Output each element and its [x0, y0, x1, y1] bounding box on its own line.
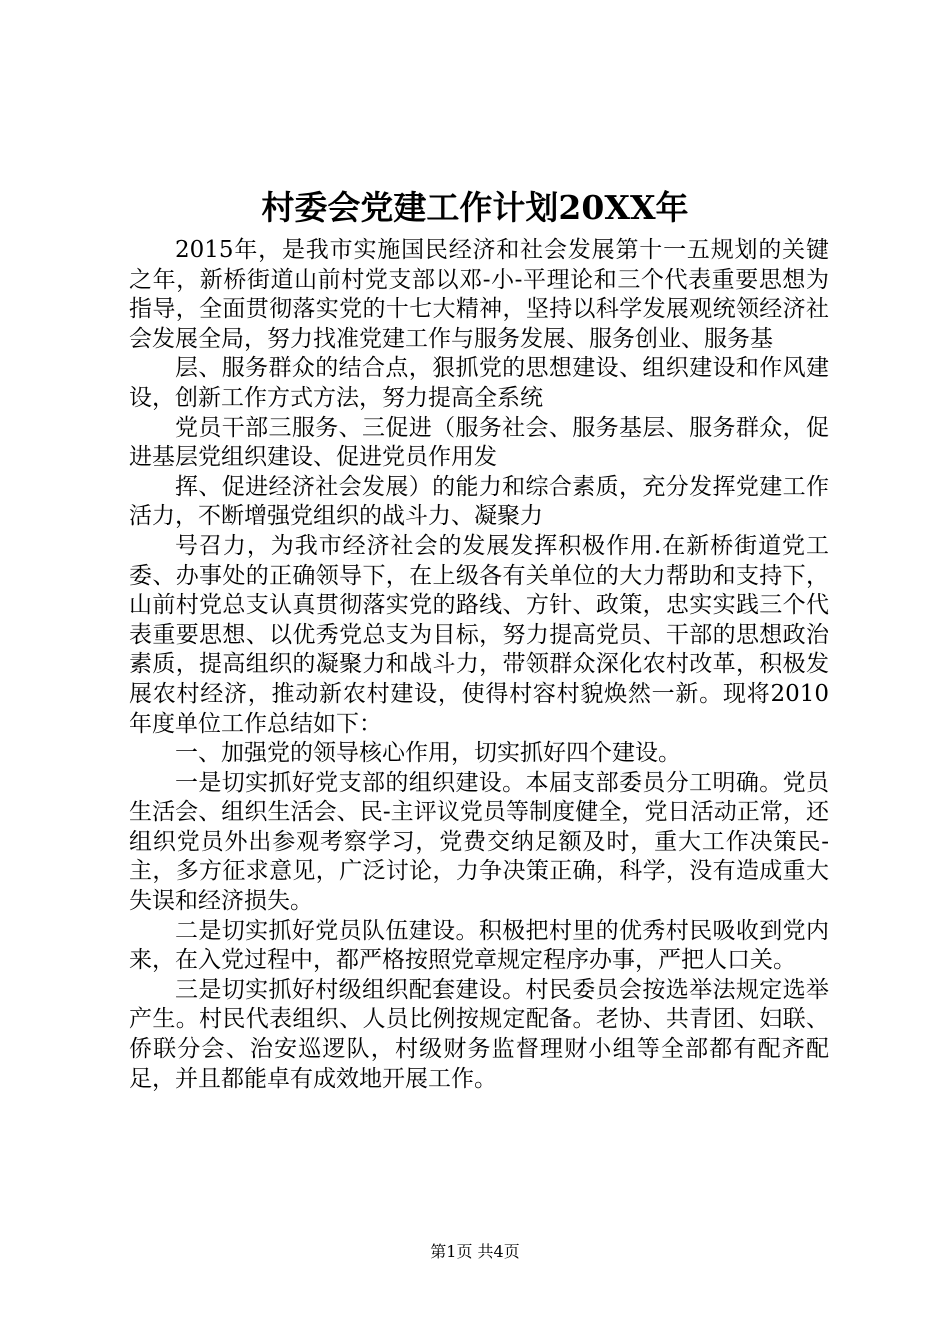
- page-number-footer: 第1页 共4页: [430, 1242, 520, 1261]
- document-title: 村委会党建工作计划20XX年: [261, 188, 689, 227]
- paragraph: 2015年，是我市实施国民经济和社会发展第十一五规划的关键之年，新桥街道山前村党支部以邓-小-平理论和三个代表重要思想为指导，全面贯彻落实党的十七大精神，坚持以科学发展观统领经济社会发展全局，努力找准党建工作与服务发展、服务创业、服务基: [129, 237, 829, 352]
- paragraph: 三是切实抓好村级组织配套建设。村民委员会按选举法规定选举产生。村民代表组织、人员比例按规定配备。老协、共青团、妇联、侨联分会、治安巡逻队，村级财务监督理财小组等全部都有配齐配足，并且都能卓有成效地开展工作。: [129, 976, 829, 1092]
- paragraph: 号召力，为我市经济社会的发展发挥积极作用.在新桥街道党工委、办事处的正确领导下，在上级各有关单位的大力帮助和支持下，山前村党总支认真贯彻落实党的路线、方针、政策，忠实实践三个代表重要思想、以优秀党总支为目标，努力提高党员、干部的思想政治素质，提高组织的凝聚力和战斗力，带领群众深化农村改革，积极发展农村经济，推动新农村建设，使得村容村貌焕然一新。现将2010年度单位工作总结如下：: [129, 532, 829, 737]
- section-heading: 一、加强党的领导核心作用，切实抓好四个建设。: [175, 740, 681, 767]
- paragraph: 二是切实抓好党员队伍建设。积极把村里的优秀村民吸收到党内来，在入党过程中，都严格按照党章规定程序办事，严把人口关。: [129, 917, 829, 974]
- paragraph: 一是切实抓好党支部的组织建设。本届支部委员分工明确。党员生活会、组织生活会、民-主评议党员等制度健全，党日活动正常，还组织党员外出参观考察学习，党费交纳足额及时，重大工作决策民-主，多方征求意见，广泛讨论，力争决策正确，科学，没有造成重大失误和经济损失。: [129, 769, 829, 915]
- paragraph: 层、服务群众的结合点，狠抓党的思想建设、组织建设和作风建设，创新工作方式方法，努力提高全系统: [129, 355, 829, 411]
- document-body: [129, 236, 829, 1094]
- paragraph: 挥、促进经济社会发展）的能力和综合素质，充分发挥党建工作活力，不断增强党组织的战斗力、凝聚力: [129, 473, 829, 530]
- paragraph: 党员干部三服务、三促进（服务社会、服务基层、服务群众，促进基层党组织建设、促进党员作用发: [129, 414, 829, 471]
